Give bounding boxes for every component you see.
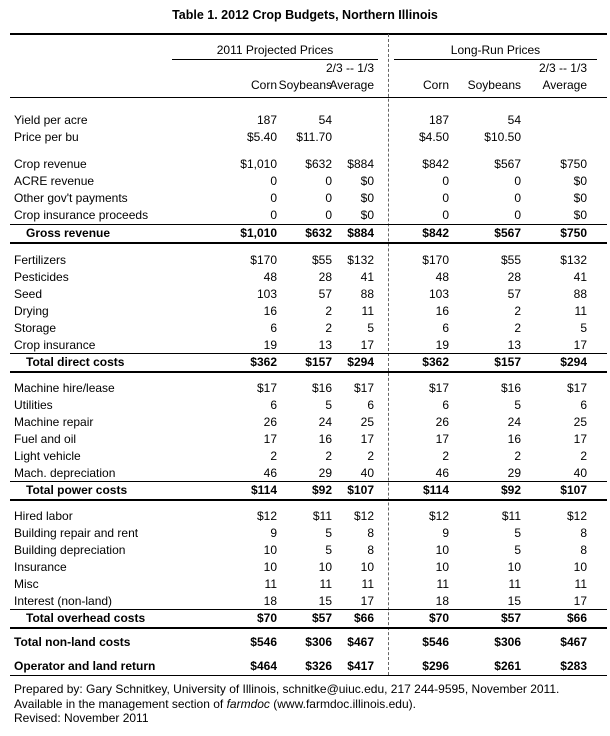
table-cell: $0 (573, 191, 587, 205)
table-cell: 11 (574, 577, 587, 591)
table-cell: 0 (514, 208, 521, 222)
table-cell: $1,010 (240, 157, 277, 171)
row-label: Interest (non-land) (14, 594, 113, 608)
table-cell: $842 (422, 226, 449, 240)
table-cell: $11 (501, 509, 521, 523)
table-cell: 41 (573, 270, 587, 284)
table-cell: 16 (435, 304, 449, 318)
table-cell: $66 (353, 611, 374, 625)
table-cell: $362 (422, 355, 449, 369)
table-cell: $567 (494, 157, 521, 171)
table-cell: 48 (263, 270, 277, 284)
row-label: Hired labor (14, 509, 73, 523)
row-label: Misc (14, 577, 39, 591)
table-cell: 17 (360, 432, 374, 446)
table-cell: 6 (270, 398, 277, 412)
table-cell: $17 (428, 381, 449, 395)
row-label: Machine repair (14, 415, 94, 429)
row-label: Utilities (14, 398, 53, 412)
table-cell: $417 (347, 659, 374, 673)
table-cell: 17 (360, 338, 374, 352)
table-cell: $0 (360, 174, 374, 188)
table-cell: 54 (318, 113, 332, 127)
table-cell: $306 (494, 635, 521, 649)
table-cell: $464 (250, 659, 277, 673)
table-cell: $261 (494, 659, 521, 673)
row-label: Crop insurance proceeds (14, 208, 149, 222)
table-cell: 8 (580, 526, 587, 540)
table-cell: 0 (325, 208, 332, 222)
table-cell: $107 (560, 483, 587, 497)
table-cell: 16 (263, 304, 277, 318)
table-cell: 6 (580, 398, 587, 412)
table-cell: 187 (256, 113, 277, 127)
column-header-top: 2/3 -- 1/3 (538, 61, 587, 75)
row-label: Operator and land return (14, 659, 156, 673)
row-label: ACRE revenue (14, 174, 95, 188)
row-label: Total power costs (26, 483, 128, 497)
row-label: Total overhead costs (26, 611, 146, 625)
table-cell: 11 (574, 304, 587, 318)
table-cell: 19 (263, 338, 277, 352)
table-cell: 5 (514, 398, 521, 412)
table-cell: 11 (436, 577, 449, 591)
table-cell: 15 (507, 594, 521, 608)
row-label: Insurance (14, 560, 67, 574)
footnote-prepared-by: Prepared by: Gary Schnitkey, University of Illinois, schnitke@uiuc.edu, 217 244-9595, November 2011. (14, 682, 560, 696)
table-cell: 10 (263, 543, 277, 557)
row-label: Drying (14, 304, 49, 318)
table-cell: 17 (360, 594, 374, 608)
table-cell: $11 (312, 509, 332, 523)
footnote-availability: Available in the management section of farmdoc (www.farmdoc.illinois.edu). (14, 696, 416, 711)
row-label: Pesticides (14, 270, 69, 284)
table-cell: $467 (560, 635, 587, 649)
table-cell: 2 (442, 449, 449, 463)
table-cell: 18 (435, 594, 449, 608)
group-header: Long-Run Prices (450, 43, 541, 57)
table-cell: $17 (353, 381, 374, 395)
row-label: Other gov't payments (14, 191, 128, 205)
table-cell: $16 (311, 381, 332, 395)
row-label: Total direct costs (26, 355, 125, 369)
table-cell: 6 (442, 398, 449, 412)
total-rule (10, 242, 607, 244)
table-cell: 17 (435, 432, 449, 446)
subtotal-rule (10, 481, 607, 482)
table-cell: $546 (422, 635, 449, 649)
table-cell: $0 (573, 174, 587, 188)
farmdoc-name: farmdoc (226, 696, 270, 711)
total-rule (10, 627, 607, 629)
table-cell: $107 (347, 483, 374, 497)
table-cell: 5 (367, 321, 374, 335)
table-cell: $306 (305, 635, 332, 649)
table-cell: $157 (305, 355, 332, 369)
table-cell: 0 (442, 191, 449, 205)
table-cell: 10 (435, 543, 449, 557)
table-cell: 24 (318, 415, 332, 429)
table-cell: 2 (325, 449, 332, 463)
table-cell: 5 (325, 526, 332, 540)
table-cell: 0 (514, 191, 521, 205)
table-cell: 5 (325, 398, 332, 412)
table-cell: 5 (514, 526, 521, 540)
table-bottom-rule (10, 675, 607, 676)
row-label: Storage (14, 321, 57, 335)
column-header: Corn (250, 78, 277, 92)
table-cell: 54 (507, 113, 521, 127)
table-cell: $296 (422, 659, 449, 673)
table-cell: 5 (580, 321, 587, 335)
row-label: Crop revenue (14, 157, 87, 171)
row-label: Machine hire/lease (14, 381, 115, 395)
table-cell: 26 (435, 415, 449, 429)
table-cell: 187 (428, 113, 449, 127)
table-cell: $294 (560, 355, 587, 369)
table-cell: $66 (566, 611, 587, 625)
table-cell: $567 (494, 226, 521, 240)
table-cell: $114 (422, 483, 449, 497)
row-label: Yield per acre (14, 113, 88, 127)
table-cell: $114 (250, 483, 277, 497)
table-cell: 10 (360, 560, 374, 574)
table-cell: $10.50 (484, 130, 521, 144)
table-cell: 17 (573, 338, 587, 352)
table-cell: 13 (318, 338, 332, 352)
table-cell: $842 (422, 157, 449, 171)
table-cell: $157 (494, 355, 521, 369)
table-cell: 17 (573, 432, 587, 446)
table-cell: $170 (422, 253, 449, 267)
table-cell: 0 (325, 174, 332, 188)
table-cell: 57 (507, 287, 521, 301)
table-cell: 11 (264, 577, 277, 591)
subtotal-rule (10, 609, 607, 610)
table-cell: $1,010 (240, 226, 277, 240)
table-cell: 5 (325, 543, 332, 557)
table-cell: $0 (360, 208, 374, 222)
table-cell: $12 (428, 509, 449, 523)
table-cell: 19 (435, 338, 449, 352)
table-cell: $92 (311, 483, 332, 497)
table-cell: 2 (270, 449, 277, 463)
table-cell: 5 (514, 543, 521, 557)
table-cell: 10 (507, 560, 521, 574)
table-cell: 8 (367, 526, 374, 540)
table-cell: 0 (442, 208, 449, 222)
total-rule (10, 371, 607, 373)
table-cell: 0 (270, 208, 277, 222)
table-cell: 48 (435, 270, 449, 284)
table-cell: 41 (360, 270, 374, 284)
table-cell: $132 (560, 253, 587, 267)
table-cell: $0 (360, 191, 374, 205)
table-cell: 10 (263, 560, 277, 574)
row-label: Crop insurance (14, 338, 96, 352)
row-label: Total non-land costs (14, 635, 131, 649)
table-cell: 10 (573, 560, 587, 574)
table-cell: 6 (367, 398, 374, 412)
table-cell: 9 (270, 526, 277, 540)
header-rule (10, 97, 607, 98)
table-cell: 28 (507, 270, 521, 284)
table-cell: 10 (318, 560, 332, 574)
subtotal-rule (10, 224, 607, 225)
table-cell: $5.40 (246, 130, 277, 144)
column-header: Average (329, 78, 374, 92)
table-cell: $92 (500, 483, 521, 497)
table-cell: 18 (263, 594, 277, 608)
column-header: Soybeans (467, 78, 521, 92)
row-label: Fertilizers (14, 253, 67, 267)
table-cell: 6 (270, 321, 277, 335)
table-footnote (14, 682, 559, 726)
table-cell: 24 (507, 415, 521, 429)
table-cell: $55 (311, 253, 332, 267)
table-cell: $362 (250, 355, 277, 369)
table-cell: $70 (256, 611, 277, 625)
table-cell: 16 (507, 432, 521, 446)
table-cell: $17 (566, 381, 587, 395)
table-cell: $11.70 (296, 130, 332, 144)
table-cell: 103 (428, 287, 449, 301)
group-header: 2011 Projected Prices (216, 43, 334, 57)
table-cell: 11 (361, 304, 374, 318)
column-header: Corn (422, 78, 449, 92)
table-cell: 28 (318, 270, 332, 284)
row-label: Price per bu (14, 130, 79, 144)
table-cell: $70 (428, 611, 449, 625)
table-cell: $283 (560, 659, 587, 673)
table-top-rule-double (10, 34, 607, 35)
table-cell: $0 (573, 208, 587, 222)
table-cell: 2 (580, 449, 587, 463)
table-cell: $884 (347, 157, 374, 171)
table-cell: $16 (500, 381, 521, 395)
table-cell: 0 (442, 174, 449, 188)
column-header-top: 2/3 -- 1/3 (325, 61, 374, 75)
table-cell: 46 (435, 466, 449, 480)
table-cell: 88 (573, 287, 587, 301)
table-cell: 16 (318, 432, 332, 446)
table-cell: $57 (311, 611, 332, 625)
table-cell: $55 (500, 253, 521, 267)
table-cell: 8 (580, 543, 587, 557)
table-cell: $4.50 (418, 130, 449, 144)
table-cell: 26 (263, 415, 277, 429)
table-cell: 2 (325, 304, 332, 318)
table-cell: $12 (353, 509, 374, 523)
table-cell: 2 (514, 449, 521, 463)
table-cell: $294 (347, 355, 374, 369)
table-cell: 0 (325, 191, 332, 205)
table-cell: $632 (305, 157, 332, 171)
table-cell: $750 (560, 157, 587, 171)
table-cell: 2 (514, 321, 521, 335)
table-cell: 10 (435, 560, 449, 574)
row-label: Gross revenue (26, 226, 111, 240)
table-cell: $132 (347, 253, 374, 267)
table-cell: 2 (514, 304, 521, 318)
table-cell: 6 (442, 321, 449, 335)
table-cell: $12 (256, 509, 277, 523)
table-cell: 13 (507, 338, 521, 352)
table-cell: 9 (442, 526, 449, 540)
table-cell: $884 (347, 226, 374, 240)
table-cell: 88 (360, 287, 374, 301)
table-cell: 17 (263, 432, 277, 446)
table-cell: 57 (318, 287, 332, 301)
table-cell: 11 (319, 577, 332, 591)
table-cell: $326 (305, 659, 332, 673)
table-cell: $546 (250, 635, 277, 649)
table-cell: 17 (573, 594, 587, 608)
table-cell: $750 (560, 226, 587, 240)
table-cell: 29 (318, 466, 332, 480)
table-cell: 40 (573, 466, 587, 480)
row-label: Seed (14, 287, 43, 301)
footnote-revised: Revised: November 2011 (14, 711, 149, 725)
table-cell: $632 (305, 226, 332, 240)
table-cell: $170 (250, 253, 277, 267)
table-cell: $467 (347, 635, 374, 649)
table-cell: 46 (263, 466, 277, 480)
table-cell: 11 (361, 577, 374, 591)
table-cell: 29 (507, 466, 521, 480)
row-label: Light vehicle (14, 449, 81, 463)
group-header-rule (172, 59, 378, 60)
total-rule (10, 499, 607, 501)
row-label: Fuel and oil (14, 432, 77, 446)
table-cell: $17 (256, 381, 277, 395)
table-cell: 8 (367, 543, 374, 557)
row-label: Building repair and rent (14, 526, 139, 540)
table-cell: 103 (256, 287, 277, 301)
table-cell: 2 (367, 449, 374, 463)
table-cell: 2 (325, 321, 332, 335)
table-cell: 0 (270, 191, 277, 205)
group-header-rule (394, 59, 597, 60)
row-label: Mach. depreciation (14, 466, 116, 480)
table-cell: 0 (514, 174, 521, 188)
subtotal-rule (10, 353, 607, 354)
table-cell: 25 (573, 415, 587, 429)
row-label: Building depreciation (14, 543, 126, 557)
table-cell: 40 (360, 466, 374, 480)
table-cell: $57 (500, 611, 521, 625)
table-title: Table 1. 2012 Crop Budgets, Northern Illinois (172, 8, 438, 22)
table-cell: 15 (318, 594, 332, 608)
table-cell: 0 (270, 174, 277, 188)
column-header: Soybeans (278, 78, 332, 92)
table-cell: $12 (566, 509, 587, 523)
table-cell: 11 (508, 577, 521, 591)
table-cell: 25 (360, 415, 374, 429)
column-header: Average (542, 78, 587, 92)
